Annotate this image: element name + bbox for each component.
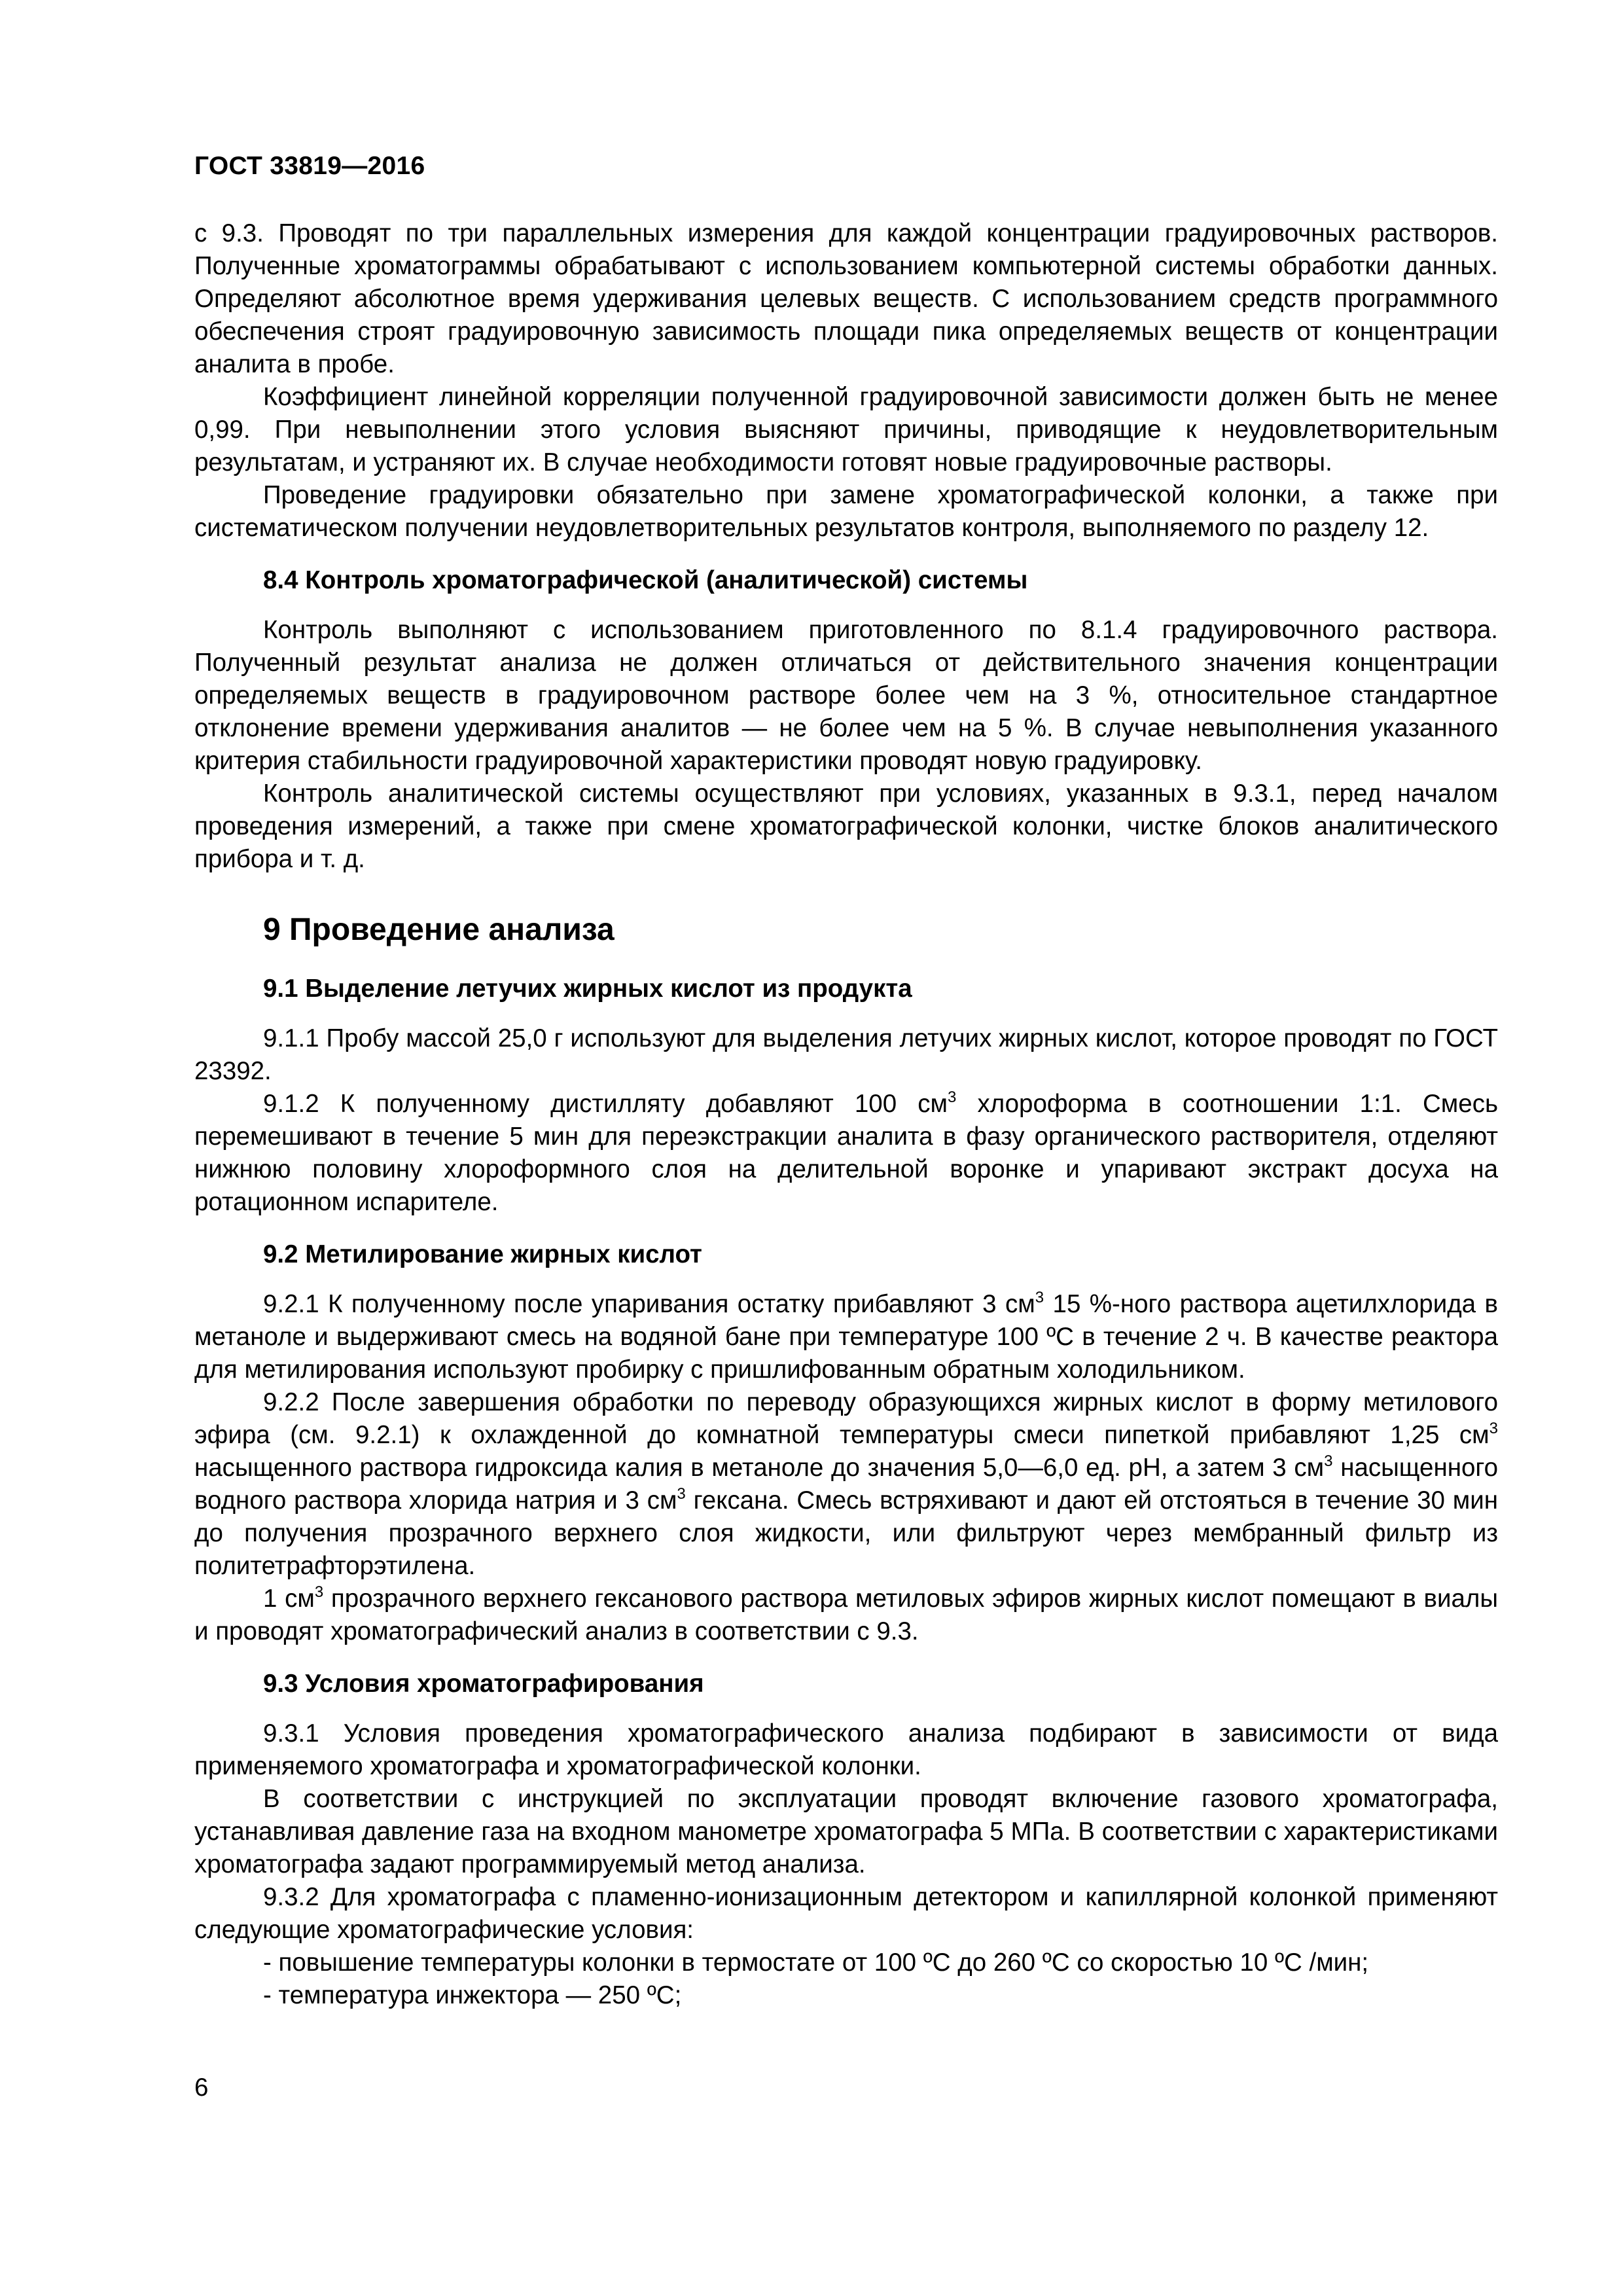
list-item: - повышение температуры колонки в термостате от 100 ºС до 260 ºС со скоростью 10 ºС /мин; — [263, 1948, 1369, 1977]
text-run: гексана. Смесь встряхивают и дают ей отстояться в течение 30 мин до получения прозрачного верхнего слоя жидкости, или фильтруют через мембранный фильтр из политетрафторэтилена. — [194, 1486, 1498, 1580]
text-run: прозрачного верхнего гексанового раствора метиловых эфиров жирных кислот помещают в виалы и проводят хроматографический анализ в соответствии с 9.3. — [194, 1585, 1499, 1645]
text-run: насыщенного водного раствора хлорида натрия и 3 см — [194, 1454, 1498, 1515]
paragraph: с 9.3. Проводят по три параллельных измерения для каждой концентрации градуировочных растворов. Полученные хроматограммы обрабатывают с использованием компьютерной системы обработки данных. Определяют абсолютное время удерживания целевых веществ. С использованием средств программного обеспечения строят градуировочную зависимость площади пика определяемых веществ от концентрации аналита в пробе. — [194, 219, 1498, 378]
paragraph: Проведение градуировки обязательно при замене хроматографической колонки, а также при систематическом получении неудовлетворительных результатов контроля, выполняемого по разделу 12. — [194, 481, 1498, 542]
text-run: 1 см — [263, 1585, 315, 1613]
paragraph: Контроль аналитической системы осуществляют при условиях, указанных в 9.3.1, перед началом проведения измерений, а также при смене хроматографической колонки, чистке блоков аналитического прибора и т. д. — [194, 780, 1498, 873]
paragraph: В соответствии с инструкцией по эксплуатации проводят включение газового хроматографа, устанавливая давление газа на входном манометре хроматографа 5 МПа. В соответствии с характеристиками хроматографа задают программируемый метод анализа. — [194, 1785, 1498, 1878]
page-body — [194, 217, 1498, 2012]
page-number: 6 — [194, 2073, 209, 2102]
paragraph — [194, 1288, 1498, 1386]
text-run: хлороформа в соотношении 1:1. Смесь перемешивают в течение 5 мин для переэкстракции аналита в фазу органического растворителя, отделяют нижнюю половину хлороформного слоя на делительной воронке и упаривают экстракт досуха на ротационном испарителе. — [194, 1090, 1498, 1216]
text-run: насыщенного раствора гидроксида калия в метаноле до значения 5,0—6,0 ед. рН, а затем 3 см — [194, 1454, 1325, 1482]
paragraph: 9.1.1 Пробу массой 25,0 г используют для выделения летучих жирных кислот, которое проводят по ГОСТ 23392. — [194, 1024, 1498, 1085]
text-run: 9.2.1 К полученному после упаривания остатку прибавляют 3 см — [263, 1290, 1035, 1318]
paragraph: Контроль выполняют с использованием приготовленного по 8.1.4 градуировочного раствора. Полученный результат анализа не должен отличаться от действительного значения концентрации определяемых веществ в градуировочном растворе более чем на 3 %, относительное стандартное отклонение времени удерживания аналитов — не более чем на 5 %. В случае невыполнения указанного критерия стабильности градуировочной характеристики проводят новую градуировку. — [194, 616, 1498, 775]
section-heading-9-2: 9.2 Метилирование жирных кислот — [263, 1240, 702, 1268]
section-heading-9-3: 9.3 Условия хроматографирования — [263, 1670, 704, 1698]
text-run: 9.1.2 К полученному дистилляту добавляют 100 см — [263, 1090, 948, 1118]
paragraph: Коэффициент линейной корреляции полученной градуировочной зависимости должен быть не менее 0,99. При невыполнении этого условия выясняют причины, приводящие к неудовлетворительным результатам, и устраняют их. В случае необходимости готовят новые градуировочные растворы. — [194, 383, 1498, 476]
superscript: 3 — [314, 1583, 324, 1601]
paragraph — [194, 1088, 1498, 1219]
section-heading-8-4: 8.4 Контроль хроматографической (аналитической) системы — [263, 566, 1028, 594]
superscript: 3 — [947, 1088, 957, 1106]
paragraph: 9.3.2 Для хроматографа с пламенно-ионизационным детектором и капиллярной колонкой применяют следующие хроматографические условия: — [194, 1883, 1498, 1944]
paragraph — [194, 1386, 1498, 1583]
text-run: 9.2.2 После завершения обработки по переводу образующихся жирных кислот в форму метилового эфира (см. 9.2.1) к охлажденной до комнатной температуры смеси пипеткой прибавляют 1,25 см — [194, 1388, 1498, 1449]
superscript: 3 — [1324, 1452, 1333, 1470]
paragraph — [194, 1583, 1498, 1648]
text-run: 15 %-ного раствора ацетилхлорида в метаноле и выдерживают смесь на водяной бане при температуре 100 ºС в течение 2 ч. В качестве реактора для метилирования используют пробирку с пришлифованным обратным холодильником. — [194, 1290, 1498, 1384]
superscript: 3 — [1035, 1289, 1044, 1306]
superscript: 3 — [1489, 1420, 1498, 1437]
standard-header: ГОСТ 33819—2016 — [194, 152, 425, 180]
section-heading-9: 9 Проведение анализа — [263, 912, 615, 947]
superscript: 3 — [677, 1485, 686, 1503]
list-item: - температура инжектора — 250 ºС; — [263, 1981, 682, 2009]
paragraph: 9.3.1 Условия проведения хроматографического анализа подбирают в зависимости от вида применяемого хроматографа и хроматографической колонки. — [194, 1719, 1498, 1780]
section-heading-9-1: 9.1 Выделение летучих жирных кислот из продукта — [263, 975, 912, 1003]
